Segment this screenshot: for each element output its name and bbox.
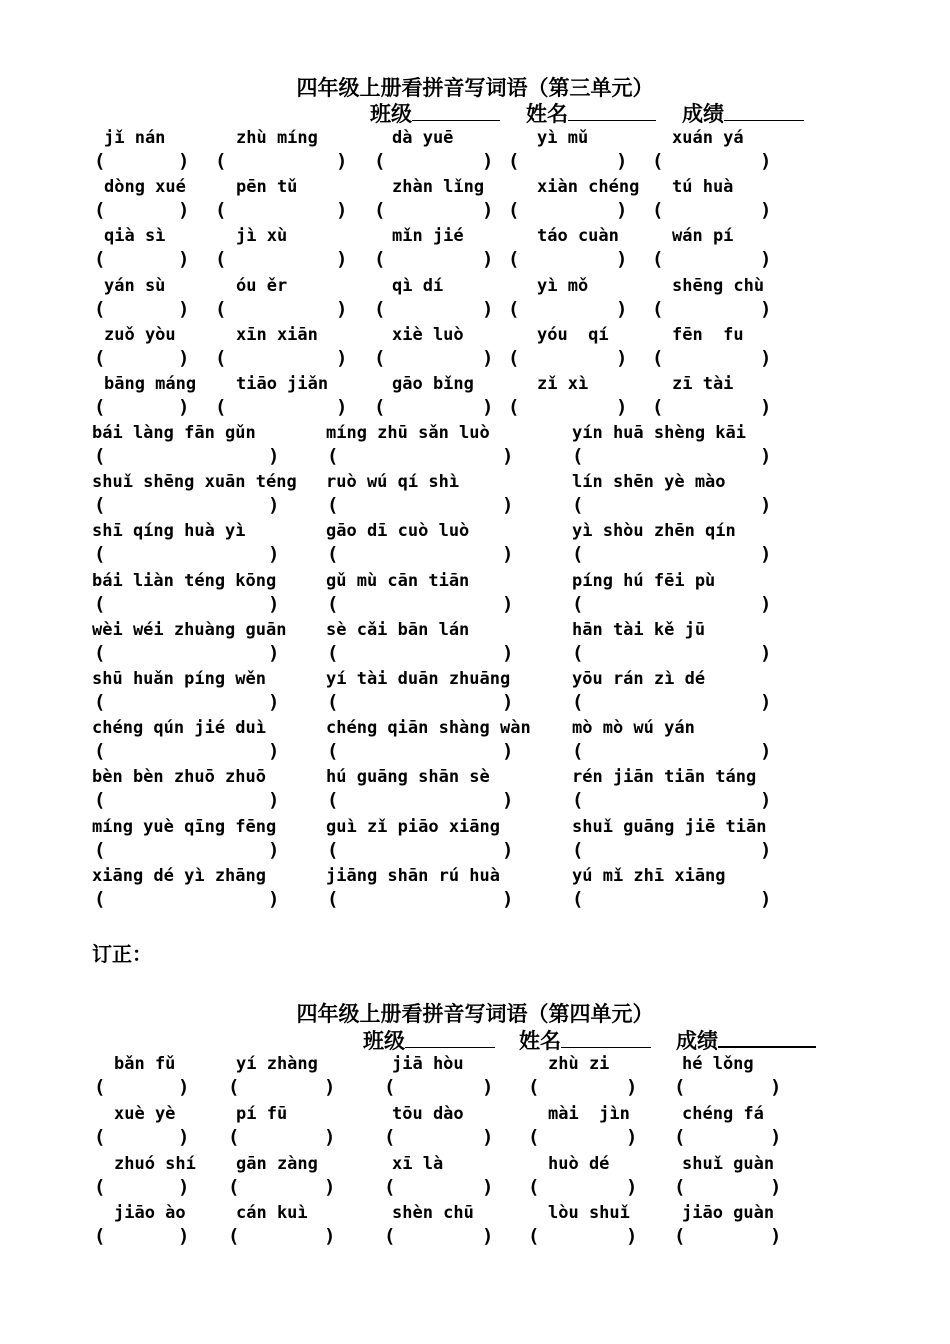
class-blank[interactable]: [412, 100, 500, 121]
answer-paren-open[interactable]: (: [572, 592, 584, 615]
answer-paren-open[interactable]: (: [652, 199, 664, 222]
answer-paren-close[interactable]: ): [268, 740, 280, 763]
pinyin-word: zǐ xì: [537, 374, 589, 394]
answer-paren-open[interactable]: (: [508, 297, 520, 320]
answer-paren-close[interactable]: ): [760, 740, 772, 763]
answer-paren-close[interactable]: ): [502, 445, 514, 467]
answer-paren-close[interactable]: ): [502, 789, 514, 812]
answer-paren-close[interactable]: ): [760, 887, 772, 910]
answer-paren-close[interactable]: ): [616, 199, 628, 222]
name-label: 姓名: [526, 102, 568, 126]
pinyin-word: wán pí: [672, 226, 734, 247]
score-blank[interactable]: [718, 1026, 816, 1048]
answer-paren-open[interactable]: (: [374, 346, 386, 369]
answer-paren-open[interactable]: (: [94, 1175, 106, 1198]
answer-paren-open[interactable]: (: [215, 199, 227, 222]
pinyin-word: gān zàng: [236, 1153, 318, 1174]
answer-paren-close[interactable]: ): [268, 592, 280, 615]
answer-paren-open[interactable]: (: [94, 396, 106, 418]
pinyin-word: xiè luò: [392, 324, 464, 345]
unit4-score-field: [676, 1025, 816, 1055]
answer-paren-close[interactable]: ): [268, 887, 280, 910]
answer-paren-close[interactable]: ): [760, 346, 772, 369]
answer-paren-close[interactable]: ): [760, 789, 772, 812]
answer-paren-open[interactable]: (: [384, 1125, 396, 1148]
answer-paren-open[interactable]: (: [674, 1175, 686, 1198]
unit3-title: 四年级上册看拼音写词语（第三单元）: [296, 76, 654, 100]
pinyin-word: sè cǎi bān lán: [326, 619, 470, 640]
answer-paren-close[interactable]: ): [760, 396, 772, 418]
answer-paren-close[interactable]: ): [178, 199, 190, 222]
answer-paren-open[interactable]: (: [94, 691, 106, 713]
pinyin-word: fēn fu: [672, 324, 744, 345]
answer-paren-close[interactable]: ): [178, 1175, 190, 1198]
answer-paren-open[interactable]: (: [508, 248, 520, 271]
pinyin-word: yì mǒ: [537, 275, 589, 296]
unit4-class-field: [363, 1025, 495, 1055]
pinyin-word: xiāng dé yì zhāng: [92, 865, 266, 886]
answer-paren-close[interactable]: ): [336, 346, 348, 369]
score-label: 成绩: [682, 102, 724, 126]
pinyin-word: bái làng fān gǔn: [92, 423, 256, 443]
pinyin-word: shuǐ shēng xuān téng: [92, 472, 297, 493]
pinyin-word: lín shēn yè mào: [572, 472, 726, 493]
pinyin-word: tú huà: [672, 177, 734, 198]
answer-paren-close[interactable]: ): [502, 543, 514, 566]
answer-paren-open[interactable]: (: [327, 838, 339, 861]
answer-paren-open[interactable]: (: [572, 691, 584, 713]
pinyin-word: mài jìn: [548, 1103, 630, 1124]
pinyin-word: qià sì: [104, 226, 166, 247]
answer-paren-open[interactable]: (: [384, 1175, 396, 1198]
answer-paren-close[interactable]: ): [760, 641, 772, 664]
pinyin-word: hān tài kě jū: [572, 619, 706, 640]
answer-paren-close[interactable]: ): [268, 691, 280, 713]
answer-paren-close[interactable]: ): [760, 445, 772, 467]
pinyin-word: gāo bǐng: [392, 374, 474, 394]
answer-paren-open[interactable]: (: [94, 297, 106, 320]
answer-paren-close[interactable]: ): [626, 1125, 638, 1148]
answer-paren-open[interactable]: (: [572, 445, 584, 467]
answer-paren-open[interactable]: (: [528, 1225, 540, 1248]
answer-paren-close[interactable]: ): [770, 1125, 782, 1148]
pinyin-word: zhàn lǐng: [392, 177, 485, 198]
answer-paren-close[interactable]: ): [616, 396, 628, 418]
answer-paren-open[interactable]: (: [94, 494, 106, 517]
answer-paren-close[interactable]: ): [482, 248, 494, 271]
pinyin-word: ruò wú qí shì: [326, 472, 460, 493]
answer-paren-close[interactable]: ): [616, 248, 628, 271]
answer-paren-open[interactable]: (: [652, 150, 664, 172]
pinyin-word: xīn xiān: [236, 324, 318, 345]
answer-paren-close[interactable]: ): [482, 1076, 494, 1098]
pinyin-word: guì zǐ piāo xiāng: [326, 816, 500, 837]
pinyin-word: shuǐ guàn: [682, 1153, 775, 1174]
answer-paren-close[interactable]: ): [336, 150, 348, 172]
answer-paren-open[interactable]: (: [374, 297, 386, 320]
answer-paren-close[interactable]: ): [760, 199, 772, 222]
pinyin-word: zuǒ yòu: [104, 324, 176, 345]
pinyin-word: pēn tǔ: [236, 177, 298, 198]
pinyin-word: huò dé: [548, 1153, 610, 1174]
pinyin-word: yì mǔ: [537, 128, 589, 148]
answer-paren-close[interactable]: ): [268, 641, 280, 664]
answer-paren-open[interactable]: (: [94, 1225, 106, 1248]
answer-paren-open[interactable]: (: [94, 838, 106, 861]
pinyin-word: hú guāng shān sè: [326, 767, 490, 788]
answer-paren-open[interactable]: (: [674, 1225, 686, 1248]
answer-paren-open[interactable]: (: [94, 150, 106, 172]
answer-paren-close[interactable]: ): [770, 1225, 782, 1248]
answer-paren-close[interactable]: ): [178, 1125, 190, 1148]
answer-paren-open[interactable]: (: [572, 838, 584, 861]
answer-paren-open[interactable]: (: [94, 592, 106, 615]
name-label: 姓名: [519, 1029, 561, 1053]
answer-paren-close[interactable]: ): [482, 1125, 494, 1148]
answer-paren-open[interactable]: (: [94, 1125, 106, 1148]
answer-paren-close[interactable]: ): [502, 592, 514, 615]
answer-paren-close[interactable]: ): [482, 297, 494, 320]
name-blank[interactable]: [561, 1027, 651, 1048]
answer-paren-open[interactable]: (: [94, 199, 106, 222]
answer-paren-close[interactable]: ): [336, 396, 348, 418]
answer-paren-close[interactable]: ): [324, 1125, 336, 1148]
answer-paren-open[interactable]: (: [652, 396, 664, 418]
unit3-score-field: [682, 98, 804, 128]
answer-paren-open[interactable]: (: [508, 346, 520, 369]
answer-paren-close[interactable]: ): [336, 199, 348, 222]
pinyin-word: shēng chù: [672, 275, 765, 296]
answer-paren-open[interactable]: (: [508, 396, 520, 418]
pinyin-word: zī tài: [672, 374, 734, 394]
unit3-name-field: [526, 98, 656, 128]
answer-paren-close[interactable]: ): [502, 494, 514, 517]
answer-paren-open[interactable]: (: [94, 248, 106, 271]
answer-paren-close[interactable]: ): [760, 592, 772, 615]
pinyin-word: mǐn jié: [392, 226, 464, 247]
answer-paren-open[interactable]: (: [528, 1076, 540, 1098]
answer-paren-close[interactable]: ): [760, 838, 772, 861]
answer-paren-open[interactable]: (: [94, 887, 106, 910]
pinyin-word: jiā hòu: [392, 1054, 464, 1074]
answer-paren-close[interactable]: ): [178, 346, 190, 369]
answer-paren-open[interactable]: (: [228, 1125, 240, 1148]
answer-paren-open[interactable]: (: [94, 641, 106, 664]
answer-paren-open[interactable]: (: [327, 494, 339, 517]
answer-paren-close[interactable]: ): [178, 297, 190, 320]
pinyin-word: yí tài duān zhuāng: [326, 669, 511, 689]
answer-paren-open[interactable]: (: [528, 1175, 540, 1198]
pinyin-word: yōu rán zì dé: [572, 669, 706, 689]
pinyin-word: shèn chū: [392, 1203, 474, 1224]
score-blank[interactable]: [724, 100, 804, 121]
pinyin-word: bèn bèn zhuō zhuō: [92, 767, 266, 788]
pinyin-word: yóu qí: [537, 324, 609, 345]
answer-paren-open[interactable]: (: [327, 592, 339, 615]
pinyin-word: táo cuàn: [537, 226, 619, 247]
unit4-name-field: [519, 1025, 651, 1055]
answer-paren-open[interactable]: (: [228, 1225, 240, 1248]
answer-paren-open[interactable]: (: [572, 887, 584, 910]
pinyin-word: tōu dào: [392, 1103, 464, 1124]
pinyin-word: yí zhàng: [236, 1054, 318, 1074]
pinyin-word: jiāng shān rú huà: [326, 865, 500, 886]
unit4-title: 四年级上册看拼音写词语（第四单元）: [296, 1002, 654, 1026]
answer-paren-close[interactable]: ): [482, 199, 494, 222]
answer-paren-open[interactable]: (: [94, 543, 106, 566]
pinyin-word: pí fū: [236, 1103, 288, 1124]
pinyin-word: gāo dī cuò luò: [326, 521, 470, 542]
answer-paren-open[interactable]: (: [674, 1125, 686, 1148]
answer-paren-open[interactable]: (: [215, 396, 227, 418]
answer-paren-close[interactable]: ): [760, 494, 772, 517]
answer-paren-close[interactable]: ): [482, 1175, 494, 1198]
pinyin-word: mò mò wú yán: [572, 718, 695, 739]
pinyin-word: zhù zi: [548, 1054, 610, 1074]
answer-paren-open[interactable]: (: [572, 789, 584, 812]
answer-paren-close[interactable]: ): [760, 150, 772, 172]
answer-paren-close[interactable]: ): [760, 297, 772, 320]
pinyin-word: qì dí: [392, 275, 444, 296]
pinyin-word: zhù míng: [236, 128, 318, 148]
answer-paren-open[interactable]: (: [228, 1175, 240, 1198]
correction-label: 订正：: [92, 942, 152, 966]
answer-paren-open[interactable]: (: [374, 150, 386, 172]
pinyin-word: yú mǐ zhī xiāng: [572, 865, 726, 886]
answer-paren-open[interactable]: (: [652, 346, 664, 369]
answer-paren-close[interactable]: ): [178, 150, 190, 172]
answer-paren-open[interactable]: (: [94, 346, 106, 369]
answer-paren-close[interactable]: ): [770, 1076, 782, 1098]
answer-paren-close[interactable]: ): [324, 1225, 336, 1248]
answer-paren-close[interactable]: ): [616, 150, 628, 172]
answer-paren-open[interactable]: (: [94, 789, 106, 812]
pinyin-word: dà yuē: [392, 128, 454, 148]
score-label: 成绩: [676, 1029, 718, 1053]
pinyin-word: míng yuè qīng fēng: [92, 816, 277, 837]
answer-paren-close[interactable]: ): [178, 248, 190, 271]
pinyin-word: míng zhū sǎn luò: [326, 423, 490, 443]
answer-paren-open[interactable]: (: [572, 494, 584, 517]
answer-paren-close[interactable]: ): [626, 1175, 638, 1198]
pinyin-word: xuè yè: [114, 1103, 176, 1124]
answer-paren-open[interactable]: (: [94, 740, 106, 763]
answer-paren-close[interactable]: ): [482, 396, 494, 418]
answer-paren-close[interactable]: ): [760, 248, 772, 271]
answer-paren-open[interactable]: (: [572, 641, 584, 664]
answer-paren-close[interactable]: ): [502, 740, 514, 763]
answer-paren-close[interactable]: ): [616, 297, 628, 320]
answer-paren-open[interactable]: (: [327, 789, 339, 812]
answer-paren-open[interactable]: (: [215, 297, 227, 320]
answer-paren-open[interactable]: (: [384, 1076, 396, 1098]
answer-paren-close[interactable]: ): [324, 1175, 336, 1198]
answer-paren-open[interactable]: (: [374, 199, 386, 222]
answer-paren-close[interactable]: ): [336, 248, 348, 271]
pinyin-word: hé lǒng: [682, 1054, 754, 1074]
pinyin-word: píng hú fēi pù: [572, 570, 716, 591]
answer-paren-open[interactable]: (: [327, 641, 339, 664]
answer-paren-open[interactable]: (: [674, 1076, 686, 1098]
answer-paren-close[interactable]: ): [502, 887, 514, 910]
pinyin-word: gǔ mù cān tiān: [326, 570, 470, 591]
answer-paren-close[interactable]: ): [268, 445, 280, 467]
answer-paren-close[interactable]: ): [482, 1225, 494, 1248]
answer-paren-close[interactable]: ): [626, 1225, 638, 1248]
pinyin-word: chéng qún jié duì: [92, 718, 266, 739]
pinyin-word: xiàn chéng: [537, 177, 640, 198]
name-blank[interactable]: [568, 100, 656, 121]
pinyin-word: óu ěr: [236, 275, 288, 296]
answer-paren-open[interactable]: (: [215, 248, 227, 271]
answer-paren-close[interactable]: ): [616, 346, 628, 369]
pinyin-word: wèi wéi zhuàng guān: [92, 619, 287, 640]
answer-paren-open[interactable]: (: [215, 150, 227, 172]
pinyin-word: shuǐ guāng jiē tiān: [572, 816, 767, 837]
answer-paren-open[interactable]: (: [94, 445, 106, 467]
answer-paren-open[interactable]: (: [327, 691, 339, 713]
answer-paren-close[interactable]: ): [336, 297, 348, 320]
answer-paren-open[interactable]: (: [327, 740, 339, 763]
unit3-class-field: [370, 98, 500, 128]
answer-paren-open[interactable]: (: [652, 297, 664, 320]
answer-paren-close[interactable]: ): [324, 1076, 336, 1098]
pinyin-word: xī là: [392, 1153, 444, 1174]
answer-paren-open[interactable]: (: [508, 150, 520, 172]
pinyin-word: chéng qiān shàng wàn: [326, 718, 531, 739]
answer-paren-close[interactable]: ): [268, 789, 280, 812]
pinyin-word: jǐ nán: [104, 128, 166, 148]
answer-paren-open[interactable]: (: [327, 887, 339, 910]
answer-paren-open[interactable]: (: [94, 1076, 106, 1098]
answer-paren-close[interactable]: ): [268, 543, 280, 566]
pinyin-word: bái liàn téng kōng: [92, 570, 277, 591]
pinyin-word: xuán yá: [672, 128, 744, 148]
pinyin-word: jì xù: [236, 226, 288, 247]
answer-paren-open[interactable]: (: [572, 740, 584, 763]
answer-paren-open[interactable]: (: [572, 543, 584, 566]
pinyin-word: bāng máng: [104, 374, 197, 394]
answer-paren-close[interactable]: ): [770, 1175, 782, 1198]
answer-paren-close[interactable]: ): [178, 396, 190, 418]
pinyin-word: cán kuì: [236, 1203, 308, 1224]
answer-paren-close[interactable]: ): [502, 838, 514, 861]
pinyin-word: shū huǎn píng wěn: [92, 669, 266, 689]
pinyin-word: shī qíng huà yì: [92, 521, 246, 542]
answer-paren-close[interactable]: ): [760, 691, 772, 713]
class-label: 班级: [363, 1029, 405, 1053]
answer-paren-close[interactable]: ): [178, 1076, 190, 1098]
pinyin-word: zhuó shí: [114, 1153, 196, 1174]
pinyin-word: bǎn fǔ: [114, 1054, 176, 1074]
answer-paren-open[interactable]: (: [528, 1125, 540, 1148]
pinyin-word: jiāo ào: [114, 1203, 186, 1224]
answer-paren-open[interactable]: (: [652, 248, 664, 271]
answer-paren-close[interactable]: ): [268, 494, 280, 517]
answer-paren-close[interactable]: ): [268, 838, 280, 861]
pinyin-word: jiāo guàn: [682, 1203, 775, 1224]
answer-paren-open[interactable]: (: [327, 445, 339, 467]
pinyin-word: yì shòu zhēn qín: [572, 521, 736, 542]
answer-paren-close[interactable]: ): [502, 691, 514, 713]
class-label: 班级: [370, 102, 412, 126]
pinyin-word: yán sù: [104, 275, 166, 296]
answer-paren-open[interactable]: (: [374, 396, 386, 418]
pinyin-word: lòu shuǐ: [548, 1203, 630, 1224]
answer-paren-close[interactable]: ): [178, 1225, 190, 1248]
answer-paren-open[interactable]: (: [384, 1225, 396, 1248]
pinyin-word: rén jiān tiān táng: [572, 767, 757, 788]
answer-paren-close[interactable]: ): [626, 1076, 638, 1098]
answer-paren-open[interactable]: (: [374, 248, 386, 271]
answer-paren-open[interactable]: (: [228, 1076, 240, 1098]
answer-paren-close[interactable]: ): [482, 346, 494, 369]
pinyin-word: tiāo jiǎn: [236, 374, 329, 394]
answer-paren-open[interactable]: (: [327, 543, 339, 566]
pinyin-word: dòng xué: [104, 177, 186, 198]
class-blank[interactable]: [405, 1027, 495, 1048]
answer-paren-close[interactable]: ): [482, 150, 494, 172]
pinyin-word: chéng fá: [682, 1103, 764, 1124]
answer-paren-close[interactable]: ): [760, 543, 772, 566]
answer-paren-open[interactable]: (: [215, 346, 227, 369]
answer-paren-close[interactable]: ): [502, 641, 514, 664]
pinyin-word: yín huā shèng kāi: [572, 423, 746, 443]
answer-paren-open[interactable]: (: [508, 199, 520, 222]
